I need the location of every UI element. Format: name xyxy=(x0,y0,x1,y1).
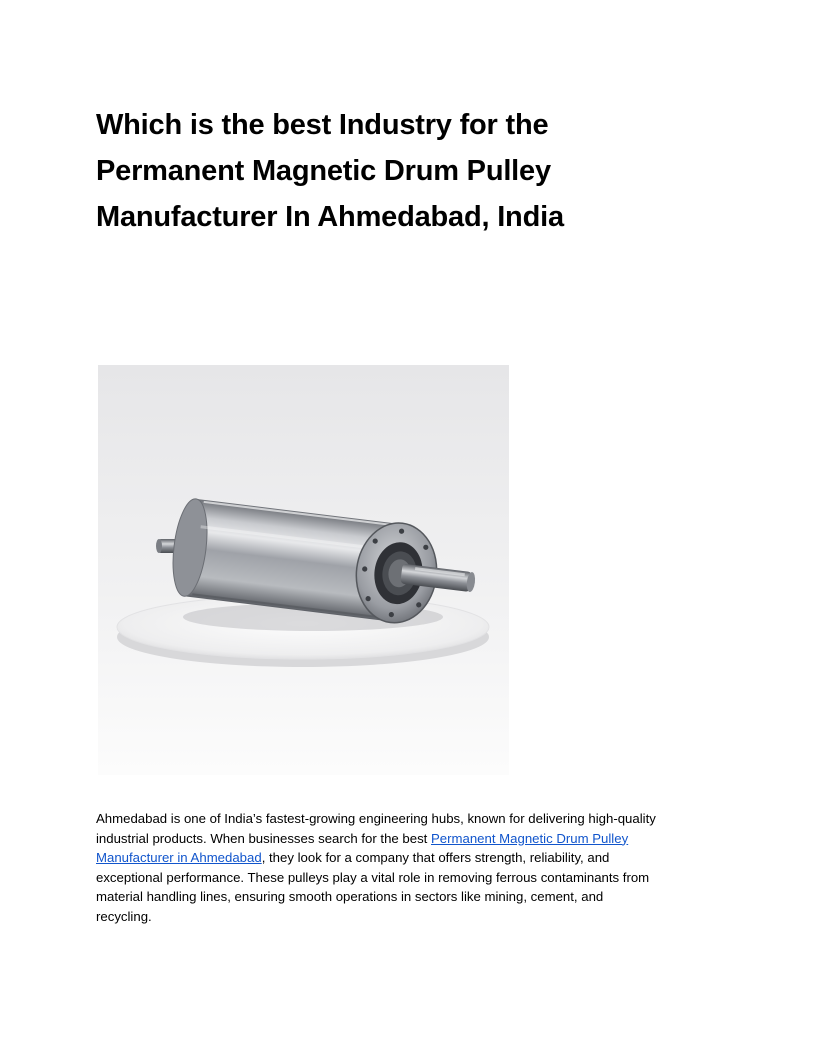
title-line-3: Manufacturer In Ahmedabad, India xyxy=(96,201,564,233)
drum-pulley-product-image xyxy=(98,365,509,775)
paragraph-line-4: exceptional performance. These pulleys play a vital role in removing ferrous contaminants from xyxy=(96,869,650,885)
drum-pulley-link-part-1[interactable]: Permanent Magnetic Drum Pulley xyxy=(431,830,629,846)
intro-paragraph xyxy=(96,809,726,926)
paragraph-line-2-text: industrial products. When businesses search for the best xyxy=(96,830,431,846)
paragraph-line-3 xyxy=(96,848,726,868)
paragraph-line-1: Ahmedabad is one of India’s fastest-growing engineering hubs, known for delivering high-quality xyxy=(96,811,656,826)
paragraph-line-5: material handling lines, ensuring smooth operations in sectors like mining, cement, and xyxy=(96,889,604,904)
drum-pulley-link-part-2[interactable]: Manufacturer in Ahmedabad xyxy=(96,850,262,865)
paragraph-line-6: recycling. xyxy=(96,908,152,924)
paragraph-line-3-text: , they look for a company that offers strength, reliability, and xyxy=(261,850,610,865)
page-title xyxy=(96,102,696,240)
title-line-1: Which is the best Industry for the xyxy=(96,109,549,141)
title-line-2: Permanent Magnetic Drum Pulley xyxy=(96,155,551,187)
paragraph-line-2 xyxy=(96,829,726,849)
